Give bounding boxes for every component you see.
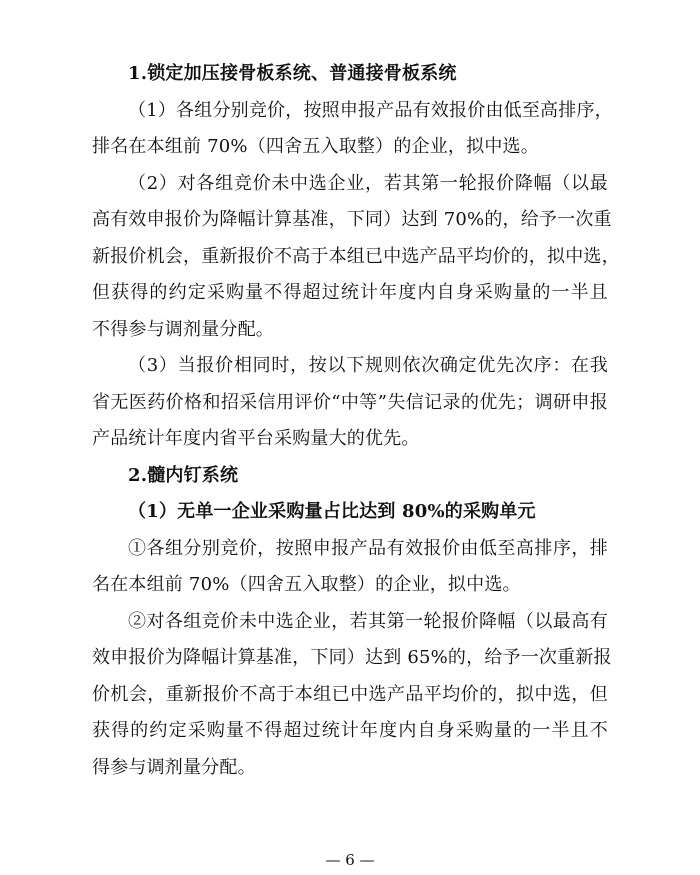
paragraph-4 bbox=[92, 531, 608, 604]
text-line: 省无医药价格和招采信用评价“中等”失信记录的优先；调研申报 bbox=[92, 391, 608, 413]
text-line: 名在本组前 70%（四舍五入取整）的企业，拟中选。 bbox=[92, 574, 521, 595]
paragraph-2 bbox=[92, 166, 620, 349]
document-body bbox=[92, 56, 620, 786]
paragraph-5 bbox=[92, 604, 612, 787]
text-line: ②对各组竞价未中选企业，若其第一轮报价降幅（以最高有 bbox=[128, 610, 608, 632]
text-line: 效申报价为降幅计算基准，下同）达到 65%的，给予一次重新报 bbox=[92, 647, 612, 668]
text-line: （3）当报价相同时，按以下规则依次确定优先次序：在我 bbox=[128, 355, 608, 376]
section-heading-1: 1.锁定加压接骨板系统、普通接骨板系统 bbox=[128, 63, 457, 84]
text-line: 得参与调剂量分配。 bbox=[92, 756, 256, 778]
text-line: 价机会，重新报价不高于本组已中选产品平均价的，拟中选，但 bbox=[92, 683, 608, 705]
text-line: ①各组分别竞价，按照申报产品有效报价由低至高排序，排 bbox=[128, 537, 608, 559]
section-heading-2: 2.髓内钉系统 bbox=[128, 464, 239, 486]
paragraph-3 bbox=[92, 348, 608, 458]
text-line: （1）各组分别竞价，按照申报产品有效报价由低至高排序， bbox=[128, 99, 613, 121]
text-line: 获得的约定采购量不得超过统计年度内自身采购量的一半且不 bbox=[92, 720, 608, 741]
text-line: 排名在本组前 70%（四舍五入取整）的企业，拟中选。 bbox=[92, 136, 539, 157]
page-number: — 6 — bbox=[325, 851, 375, 869]
text-line: （2）对各组竞价未中选企业，若其第一轮报价降幅（以最 bbox=[128, 172, 608, 194]
text-line: 产品统计年度内省平台采购量大的优先。 bbox=[92, 428, 420, 449]
text-line: 高有效申报价为降幅计算基准，下同）达到 70%的，给予一次重 bbox=[92, 209, 612, 230]
paragraph-1 bbox=[92, 93, 613, 166]
text-line: 但获得的约定采购量不得超过统计年度内自身采购量的一半且 bbox=[92, 282, 608, 303]
text-line: 新报价机会，重新报价不高于本组已中选产品平均价的，拟中选， bbox=[92, 245, 620, 267]
subsection-heading-1: （1）无单一企业采购量占比达到 80%的采购单元 bbox=[128, 501, 536, 522]
text-line: 不得参与调剂量分配。 bbox=[92, 318, 274, 340]
